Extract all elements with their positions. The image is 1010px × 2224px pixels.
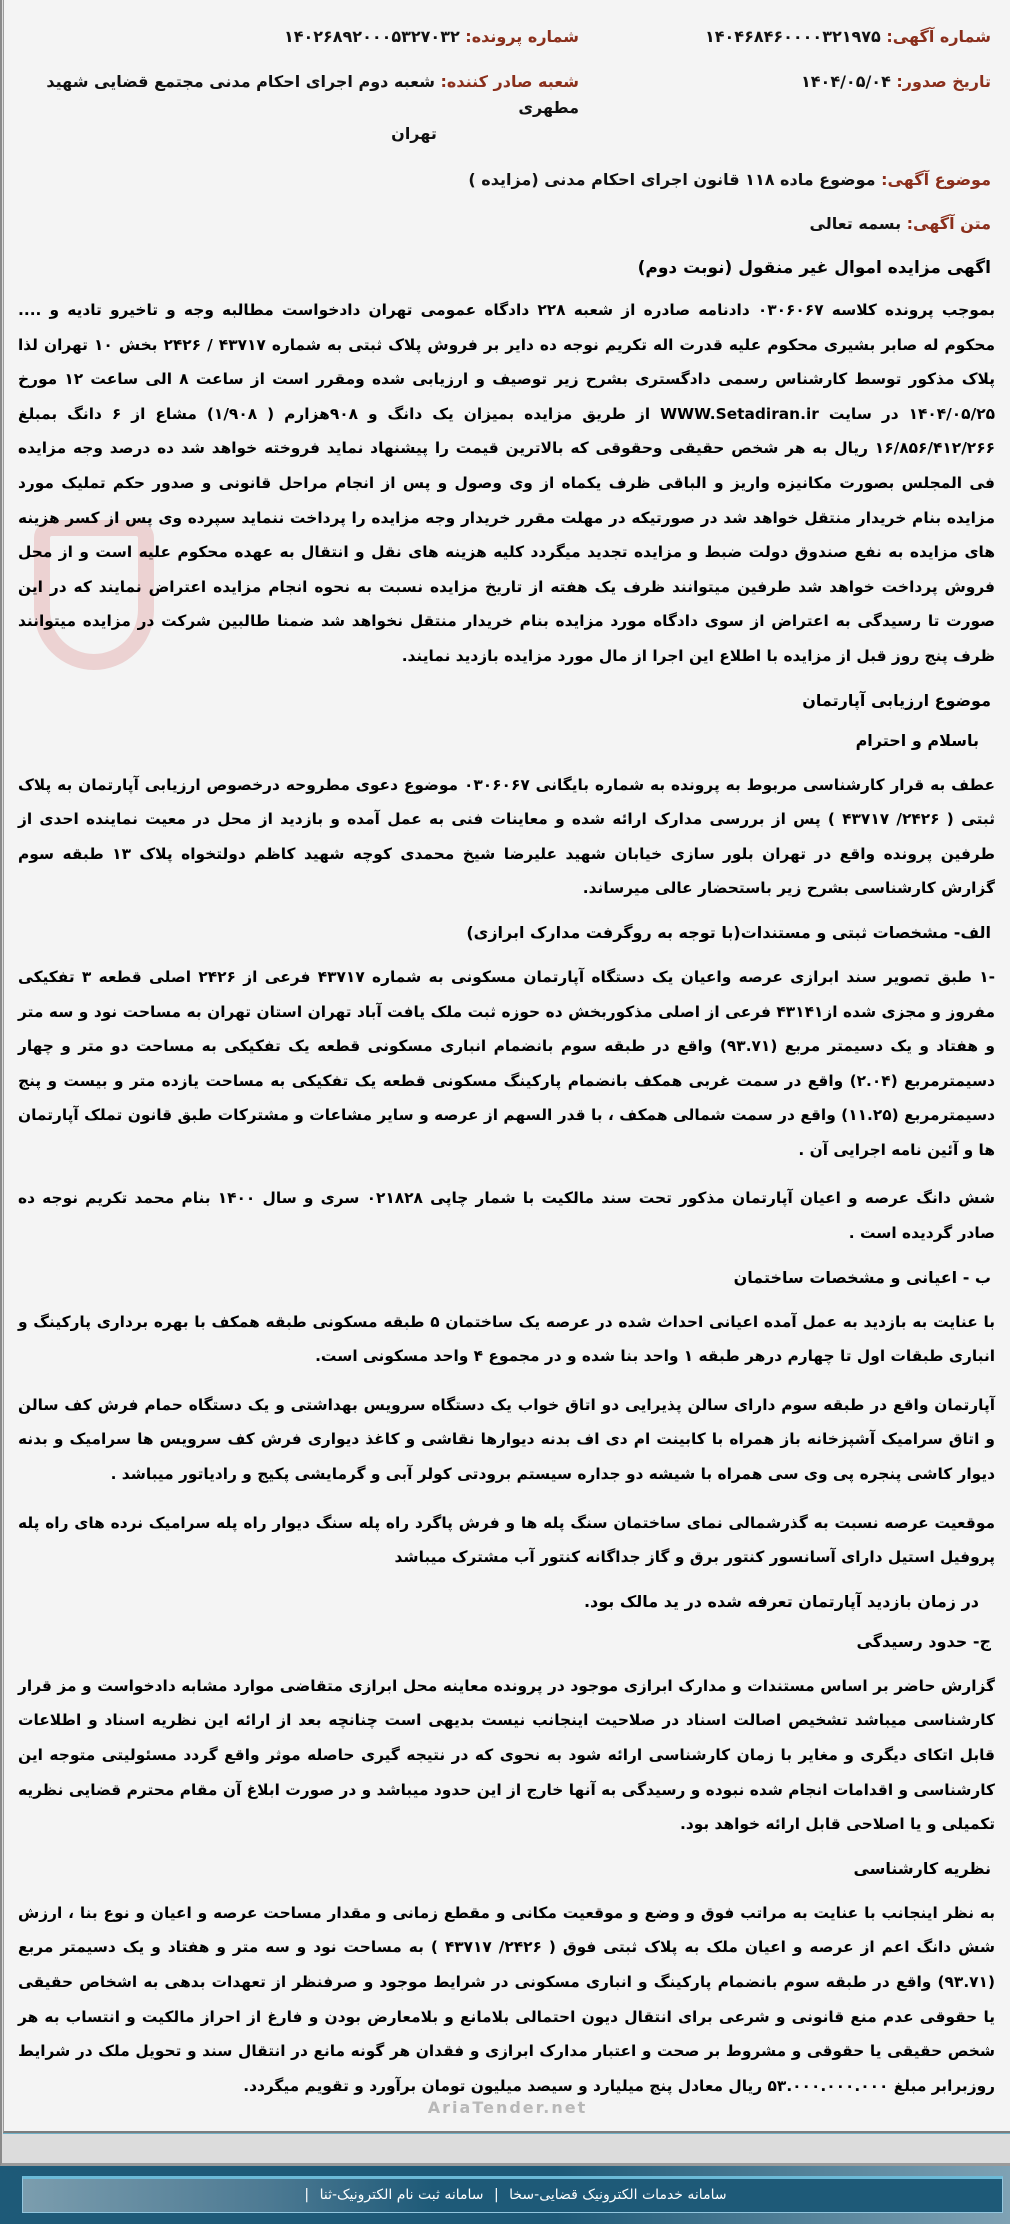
auction-title: اگهی مزایده اموال غیر منقول (نوبت دوم): [637, 258, 991, 278]
location-paragraph: موقعیت عرصه نسبت به گذرشمالی نمای ساختمان سنگ پله ها و فرش پاگرد راه پله سنگ دیوار راه پله سرامیک نرده های راه پله پروفیل استیل دارای آسانسور کنتور برق و گاز جداگانه کنتور آب مشترک میباشد: [18, 1513, 995, 1567]
issuing-branch-field: [18, 69, 579, 147]
footer-link-sakha[interactable]: سامانه خدمات الکترونیک قضایی-سخا: [509, 2187, 727, 2203]
subject-value: موضوع ماده ۱۱۸ قانون اجرای احکام مدنی (مزایده ): [468, 170, 876, 189]
ownership-paragraph: شش دانگ عرصه و اعیان آپارتمان مذکور تحت سند مالکیت با شمار چاپی ۰۲۱۸۲۸ سری و سال ۱۴۰۰ بنام محمد تکریم نوجه ده صادر گردیده است .: [18, 1189, 995, 1243]
notice-text-header: [18, 211, 991, 237]
footer-links-bar: [22, 2176, 1003, 2213]
issuing-branch-label: شعبه صادر کننده:: [440, 72, 579, 91]
case-number-label: شماره پرونده:: [465, 27, 579, 46]
opinion-paragraph: به نظر اینجانب با عنایت به مراتب فوق و وضع و موقعیت مکانی و مقطع زمانی و مقدار مساحت عرصه و اعیان و نوع بنا ، ارزش شش دانگ اعم از عرصه و اعیان ملک به پلاک ثبتی فوق ( ۲۴۲۶/ ۴۳۷۱۷ ) به مساحت نود و سه متر و هفتاد و یک دسیمتر مربع (۹۳.۷۱) واقع در طبقه سوم بانضمام پارکینگ و انباری مسکونی در شرایط موجود و صرفنظر از تعهدات بدهی به اشخاص حقیقی یا حقوقی عدم منع قانونی و شرعی برای انتقال دیون احتمالی بلامانع و بلامعارض بودن و فارغ از احراز مالکیت و انتساب به هر شخص حقیقی یا حقوقی و مشروط بر صحت و اعتبار مدارک ابرازی و فقدان هر گونه مانع در انتقال سند و تحویل ملک در شرایط روزبرابر مبلغ ۵۳.۰۰۰.۰۰۰.۰۰۰ ریال معادل پنج میلیارد و سیصد میلیون تومان برآورد و تقویم میگردد.: [18, 1903, 996, 2095]
case-number-value: ۱۴۰۲۶۸۹۲۰۰۰۵۳۲۷۰۳۲: [283, 27, 460, 46]
footer-link-sana[interactable]: سامانه ثبت نام الکترونیک-ثنا: [319, 2187, 484, 2203]
scope-paragraph: گزارش حاضر بر اساس مستندات و مدارک ابرازی موجود در پرونده معاینه محل ابرازی متقاضی موارد مشابه دادخواست و مز قرار کارشناسی میباشد تشخیص اصالت اسناد در صلاحیت اینجانب نیست بدیهی است چنانچه بعد از ارائه این نظریه اسناد و اطلاعات قابل اتکای دیگری و مغایر با زمان کارشناسی ارائه شود به نحوی که در نتیجه گیری حاصله موثر واقع گردد مسئولیتی متوجه این کارشناسی و اقدامات انجام شده نبوده و رسیدگی به آنها خارج از این حدود میباشد و در صورت ابلاغ آن مقام محترم قضایی نظریه تکمیلی و یا اصلاحی قابل ارائه خواهد بود.: [18, 1676, 995, 1834]
header-right-column: [579, 24, 999, 147]
case-number-field: [18, 24, 579, 50]
footer: [0, 2166, 1010, 2224]
section-a-heading: الف- مشخصات ثبتی و مستندات(با توجه به روگرفت مدارک ابرازی): [466, 922, 991, 942]
footer-separator-end: |: [304, 2187, 310, 2203]
visit-paragraph: در زمان بازدید آپارتمان تعرفه شده در ید مالک بود.: [583, 1591, 979, 1611]
footer-separator: |: [493, 2187, 499, 2203]
notice-panel: [3, 0, 1010, 2133]
issuing-branch-value: شعبه دوم اجرای احکام مدنی مجتمع قضایی شهید مطهری: [46, 72, 579, 117]
issue-date-value: ۱۴۰۴/۰۵/۰۴: [801, 72, 891, 91]
appraisal-subject-heading: موضوع ارزیابی آپارتمان: [802, 690, 991, 710]
header-left-column: [18, 24, 579, 147]
notice-text-label: متن آگهی:: [906, 214, 991, 233]
section-c-heading: ج- حدود رسیدگی: [856, 1631, 991, 1651]
issuing-branch-city: تهران: [391, 124, 437, 143]
building-paragraph: با عنایت به بازدید به عمل آمده اعیانی احداث شده در عرصه یک ساختمان ۵ طبقه مسکونی طبقه همکف با بهره برداری پارکینگ و انباری طبقات اول تا چهارم درهر طبقه ۱ واحد بنا شده و در مجموع ۴ واحد مسکونی است.: [18, 1312, 995, 1366]
report-intro-paragraph: عطف به قرار کارشناسی مربوط به پرونده به شماره بایگانی ۰۳۰۶۰۶۷ موضوع دعوی مطروحه درخصوص ارزیابی آپارتمان به پلاک ثبتی ( ۲۴۲۶/ ۴۳۷۱۷ ) پس از بررسی مدارک ارائه شده و معاینات فنی به عمل آمده و بازدید از محل در معیت نماینده احدی از طرفین پرونده واقع در تهران بلور سازی خیابان شهید علیرضا شیخ محمدی کوچه شهید کاظم دولتخواه پلاک ۱۳ طبقه سوم گزارش کارشناسی بشرح زیر باستحضار عالی میرساند.: [18, 775, 995, 898]
section-a-item-1: -۱ طبق تصویر سند ابرازی عرصه واعیان یک دستگاه آپارتمان مسکونی به شماره ۴۳۷۱۷ فرعی از ۲۴۲۶ اصلی قطعه ۳ تفکیکی مفروز و مجزی شده از۴۳۱۴۱ فرعی از اصلی مذکوربخش ده حوزه ثبت ملک یافت آباد تهران استان تهران به مساحت نود و سه متر و هفتاد و یک دسیمتر مربع (۹۳.۷۱) واقع در طبقه سوم بانضمام انباری مسکونی قطعه یک تفکیکی به مساحت دو متر و چهار دسیمترمربع (۲.۰۴) واقع در سمت غربی همکف بانضمام پارکینگ مسکونی قطعه یک تفکیکی به مساحت یازده متر و بیست و پنج دسیمترمربع (۱۱.۲۵) واقع در سمت شمالی همکف ، با قدر السهم از عرصه و سایر مشاعات و مشترکات طبق قانون تملک آپارتمان ها و آئین نامه اجرایی آن .: [18, 967, 995, 1159]
opinion-heading: نظریه کارشناسی: [853, 1858, 991, 1878]
section-b-heading: ب - اعیانی و مشخصات ساختمان: [733, 1267, 991, 1287]
auction-intro-paragraph: بموجب پرونده کلاسه ۰۳۰۶۰۶۷ دادنامه صادره از شعبه ۲۲۸ دادگاه عمومی تهران دادخواست مطالبه وجه و تاخیرو تادیه و .... محکوم له صابر بشیری محکوم علیه قدرت اله تکریم نوجه ده دایر بر فروش پلاک ثبتی به شماره ۴۳۷۱۷ / ۲۴۲۶ بخش ۱۰ تهران لذا پلاک مذکور توسط کارشناس رسمی دادگستری بشرح زیر توصیف و ارزیابی شده ومقرر است از ساعت ۸ الی ساعت ۱۲ مورخ ۱۴۰۴/۰۵/۲۵ در سایت WWW.Setadiran.ir از طریق مزایده بمیزان یک دانگ و ۹۰۸هزارم ( ۱/۹۰۸) مشاع از ۶ دانگ بمبلغ ۱۶/۸۵۶/۴۱۲/۲۶۶ ریال به هر شخص حقیقی وحقوقی که بالاترین قیمت را پیشنهاد نماید فروخته خواهد شد ده درصد وجه مزایده فی المجلس بصورت مکانیزه واریز و الباقی ظرف یکماه از وی وصول و پس از انجام مراحل قانونی و صدور حکم تملیک مورد مزایده بنام خریدار منتقل خواهد شد در صورتیکه در مهلت مقرر خریدار وجه مزایده را پرداخت ننماید سپرده وی پس از کسر هزینه های مزایده به نفع صندوق دولت ضبط و مزایده تجدید میگردد کلیه هزینه های نقل و انتقال به عهده محکوم علیه است و از محل فروش پرداخت خواهد شد طرفین میتوانند ظرف یک هفته از تاریخ مزایده نسبت به نحوه انجام مزایده اعتراض نمایند که در این صورت تا رسیدگی به اعتراض از سوی دادگاه مورد مزایده بنام خریدار منتقل نخواهد شد ضمنا طالبین شرکت در مزایده میتوانند ظرف پنج روز قبل از مزایده با اطلاع این اجرا از مال مورد مزایده بازدید نمایند.: [18, 301, 995, 665]
apartment-paragraph: آپارتمان واقع در طبقه سوم دارای سالن پذیرایی دو اتاق خواب یک دستگاه سرویس بهداشتی و یک دستگاه حمام فرش کف سالن و اتاق سرامیک آشپزخانه باز همراه با کابینت ام دی اف بدنه دیوارها نقاشی و کاغذ دیواری فرش کف سرویس ها سرامیک و بدنه دیوار کاشی پنجره پی وی سی همراه با شیشه دو جداره سیستم برودتی کولر آبی و گرمایشی پکیج و رادیاتور میباشد .: [18, 1395, 995, 1484]
notice-number-value: ۱۴۰۴۶۸۴۶۰۰۰۰۳۲۱۹۷۵: [705, 27, 881, 46]
notice-header: [18, 0, 999, 147]
watermark-text: AriaTender.net: [427, 2098, 588, 2117]
notice-number-field: [579, 24, 991, 50]
notice-text-value: بسمه تعالی: [809, 214, 902, 233]
issue-date-field: [579, 69, 991, 95]
issue-date-label: تاریخ صدور:: [896, 72, 991, 91]
notice-subject: [18, 167, 991, 193]
notice-content: [4, 0, 1010, 2103]
greeting: باسلام و احترام: [855, 730, 979, 750]
notice-number-label: شماره آگهی:: [886, 27, 991, 46]
subject-label: موضوع آگهی:: [881, 170, 991, 189]
